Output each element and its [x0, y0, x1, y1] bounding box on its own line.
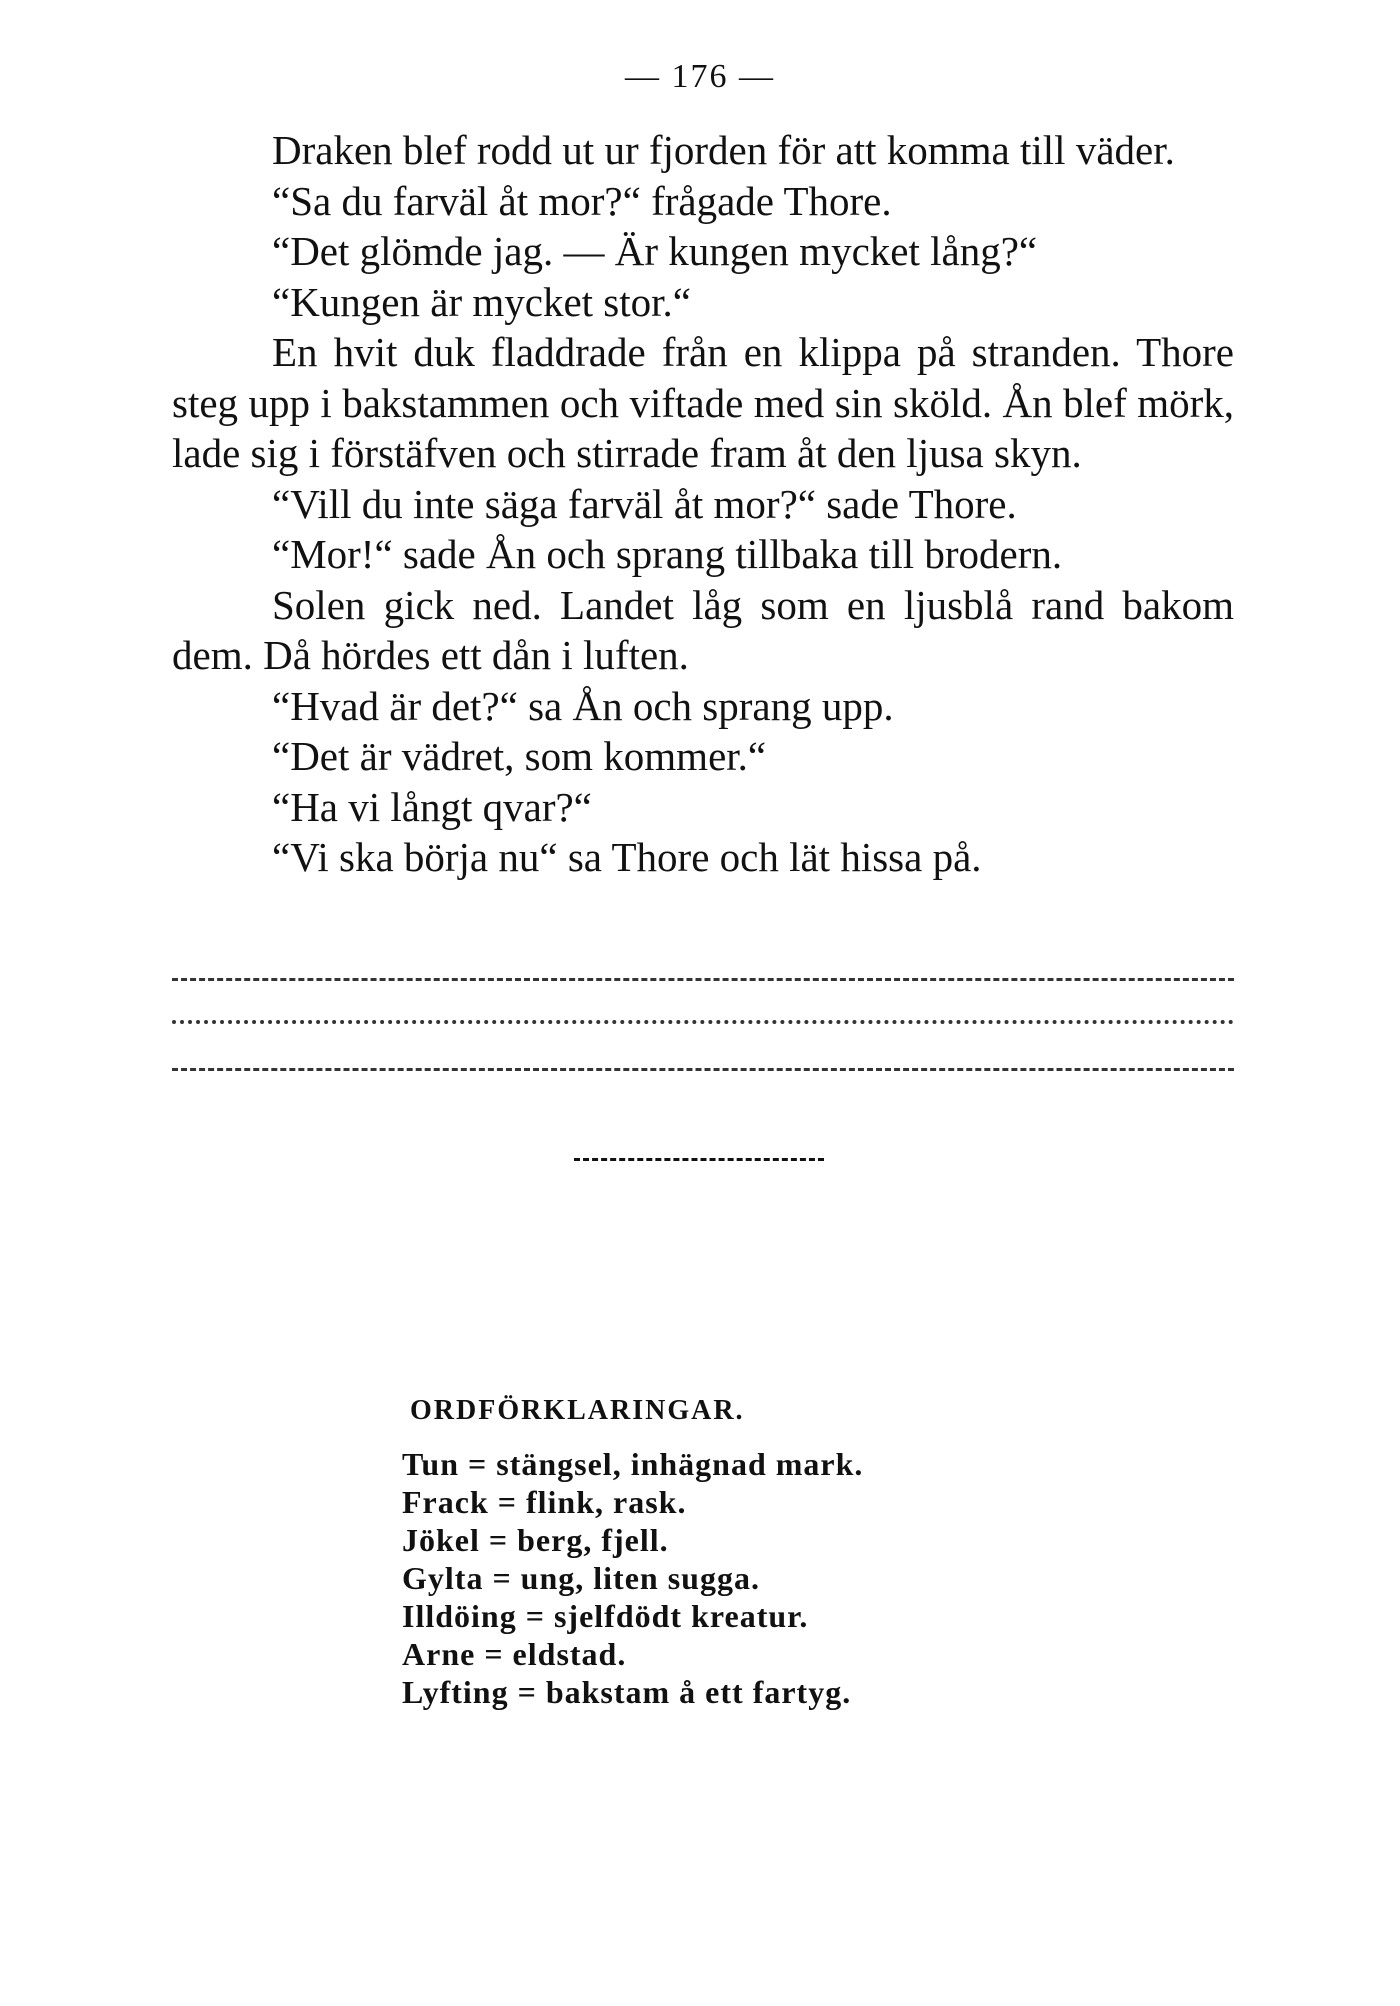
glossary-entry: Tun = stängsel, inhägnad mark. — [402, 1446, 864, 1482]
glossary-entry: Gylta = ung, liten sugga. — [402, 1560, 760, 1596]
paragraph: “Kungen är mycket stor.“ — [272, 278, 691, 325]
paragraph: Solen gick ned. Landet låg som en ljusblå rand bakom dem. Då hördes ett dån i luften. — [172, 581, 1234, 678]
print-noise-line — [172, 1020, 1234, 1038]
glossary-entry: Arne = eldstad. — [402, 1636, 627, 1672]
paragraph: “Mor!“ sade Ån och sprang tillbaka till brodern. — [272, 531, 1063, 577]
glossary-entry: Frack = flink, rask. — [402, 1484, 687, 1520]
glossary-title: ORDFÖRKLARINGAR. — [410, 1395, 745, 1426]
paragraph: “Ha vi långt qvar?“ — [272, 783, 592, 830]
glossary-entry: Illdöing = sjelfdödt kreatur. — [402, 1598, 809, 1634]
paragraph: En hvit duk fladdrade från en klippa på stranden. Thore steg upp i bakstammen och viftade med sin sköld. Ån blef mörk, lade sig i förstäfven och stirrade fram åt den ljusa skyn. — [172, 329, 1234, 476]
page-number: — 176 — — [625, 58, 775, 95]
paragraph: “Det glömde jag. — Är kungen mycket lång?“ — [272, 228, 1038, 274]
print-noise-line — [172, 1068, 1234, 1085]
paragraph: “Det är vädret, som kommer.“ — [272, 733, 767, 779]
section-divider — [574, 1158, 824, 1161]
paragraph: “Vi ska börja nu“ sa Thore och lät hissa på. — [272, 834, 982, 880]
paragraph: “Vill du inte säga farväl åt mor?“ sade Thore. — [272, 480, 1017, 527]
glossary-list — [402, 1445, 1002, 1711]
paragraph: Draken blef rodd ut ur fjorden för att komma till väder. — [272, 127, 1175, 173]
glossary-entry: Lyfting = bakstam å ett fartyg. — [402, 1674, 852, 1710]
body-text — [172, 125, 1234, 883]
print-noise-line — [172, 978, 1234, 995]
paragraph: “Hvad är det?“ sa Ån och sprang upp. — [272, 682, 894, 729]
paragraph: “Sa du farväl åt mor?“ frågade Thore. — [272, 177, 892, 224]
glossary — [402, 1395, 1002, 1711]
glossary-entry: Jökel = berg, fjell. — [402, 1522, 669, 1558]
